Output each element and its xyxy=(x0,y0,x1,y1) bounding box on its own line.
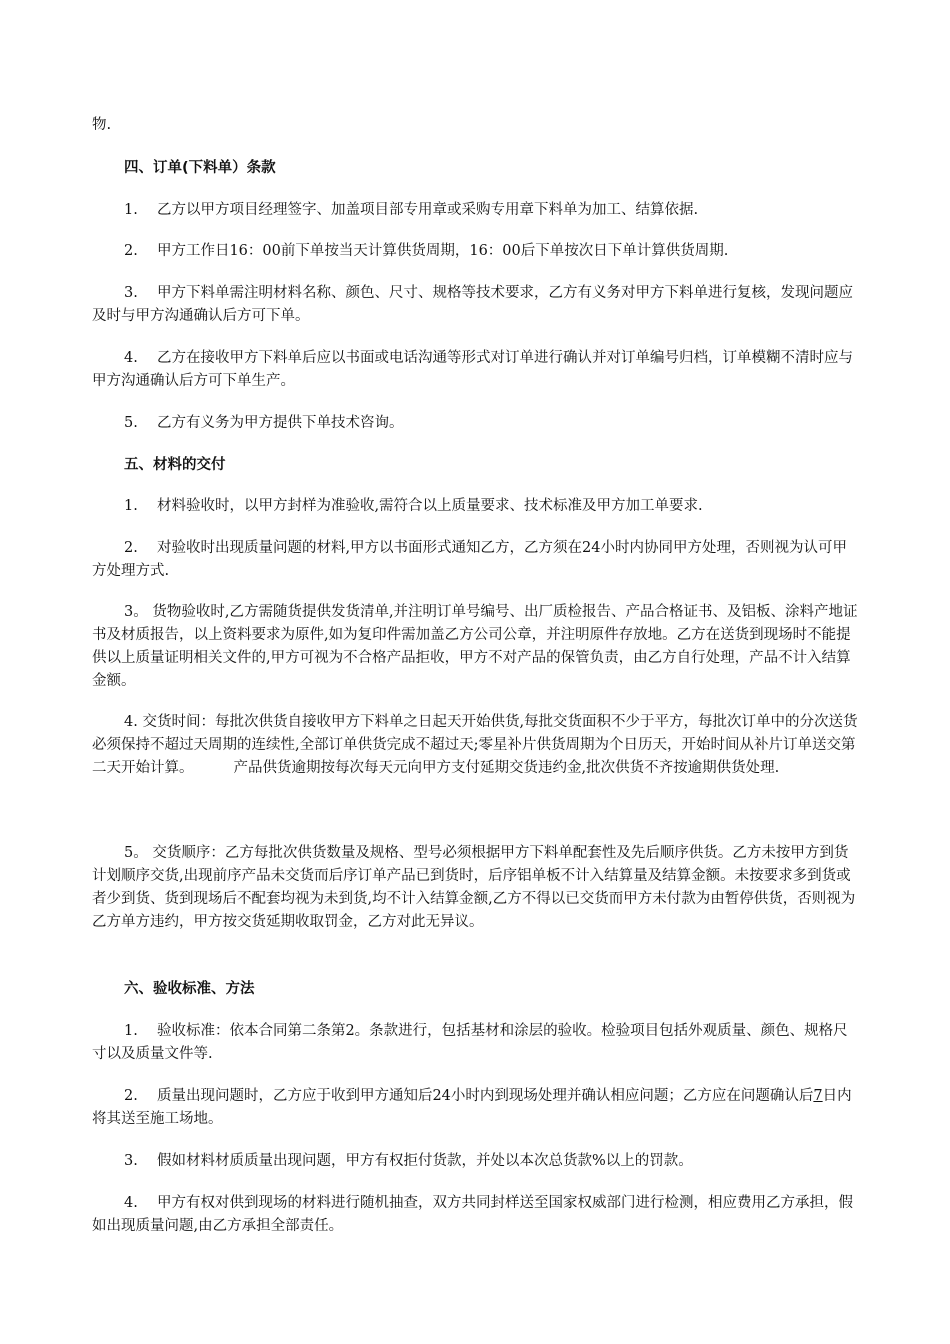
intro-tail: 物. xyxy=(92,117,112,133)
s6-item-2-days: 7 xyxy=(813,1088,823,1104)
s4-item-3: 3. 甲方下料单需注明材料名称、颜色、尺寸、规格等技术要求，乙方有义务对甲方下料单进行复核，发现问题应及时与甲方沟通确认后方可下单。 xyxy=(92,285,853,324)
s4-item-4: 4. 乙方在接收甲方下料单后应以书面或电话沟通等形式对订单进行确认并对订单编号归档，订单模糊不清时应与甲方沟通确认后方可下单生产。 xyxy=(92,350,853,389)
s5-item-4-penalty: 产品供货逾期按每次每天元向甲方支付延期交货违约金,批次供货不齐按逾期供货处理. xyxy=(233,760,780,776)
s5-item-1: 1. 材料验收时，以甲方封样为准验收,需符合以上质量要求、技术标准及甲方加工单要求. xyxy=(124,498,703,514)
s6-item-4: 4. 甲方有权对供到现场的材料进行随机抽查，双方共同封样送至国家权威部门进行检测，相应费用乙方承担，假如出现质量问题,由乙方承担全部责任。 xyxy=(92,1195,853,1234)
s6-item-2-text: 2. 质量出现问题时，乙方应于收到甲方通知后24小时内到现场处理并确认相应问题；乙方应在问题确认后 xyxy=(124,1088,814,1104)
s6-item-1: 1. 验收标准：依本合同第二条第2。条款进行，包括基材和涂层的验收。检验项目包括外观质量、颜色、规格尺寸以及质量文件等. xyxy=(92,1023,848,1062)
s5-item-4 xyxy=(92,711,858,780)
s5-item-2: 2. 对验收时出现质量问题的材料,甲方以书面形式通知乙方，乙方须在24小时内协同甲方处理，否则视为认可甲方处理方式. xyxy=(92,540,847,579)
s6-item-2 xyxy=(92,1085,858,1131)
s4-item-5: 5. 乙方有义务为甲方提供下单技术咨询。 xyxy=(124,415,404,431)
section-5-title: 五、材料的交付 xyxy=(124,457,226,473)
s5-item-4-text: 4. 交货时间：每批次供货自接收甲方下料单之日起天开始供货,每批交货面积不少于平方，每批次订单中的分次送货必须保持不超过天周期的连续性,全部订单供货完成不超过天;零星补片供货周期为个日历天，开始时间从补片订单送交第二天开始计算。 xyxy=(92,714,858,776)
s6-item-3: 3. 假如材料材质质量出现问题，甲方有权拒付货款，并处以本次总货款%以上的罚款。 xyxy=(124,1153,693,1169)
section-6-title: 六、验收标准、方法 xyxy=(124,981,255,997)
s6-item-2-tail: 日内将其送至施工场地。 xyxy=(92,1088,852,1127)
s4-item-1: 1. 乙方以甲方项目经理签字、加盖项目部专用章或采购专用章下料单为加工、结算依据. xyxy=(124,202,699,218)
s5-item-5: 5。 交货顺序：乙方每批次供货数量及规格、型号必须根据甲方下料单配套性及先后顺序供货。乙方未按甲方到货计划顺序交货,出现前序产品未交货而后序订单产品已到货时，后序铝单板不计入结算量及结算金额。未按要求多到货或者少到货、货到现场后不配套均视为未到货,均不计入结算金额,乙方不得以已交货而甲方未付款为由暂停供货，否则视为乙方单方违约，甲方按交货延期收取罚金，乙方对此无异议。 xyxy=(92,845,856,930)
s5-item-3: 3。 货物验收时,乙方需随货提供发货清单,并注明订单号编号、出厂质检报告、产品合格证书、及铝板、涂料产地证书及材质报告，以上资料要求为原件,如为复印件需加盖乙方公司公章，并注明原件存放地。乙方在送货到现场时不能提供以上质量证明相关文件的,甲方可视为不合格产品拒收，甲方不对产品的保管负责，由乙方自行处理，产品不计入结算金额。 xyxy=(92,604,858,689)
s4-item-2: 2. 甲方工作日16：00前下单按当天计算供货周期，16：00后下单按次日下单计算供货周期. xyxy=(124,243,729,259)
section-4-title: 四、订单(下料单）条款 xyxy=(124,160,276,176)
